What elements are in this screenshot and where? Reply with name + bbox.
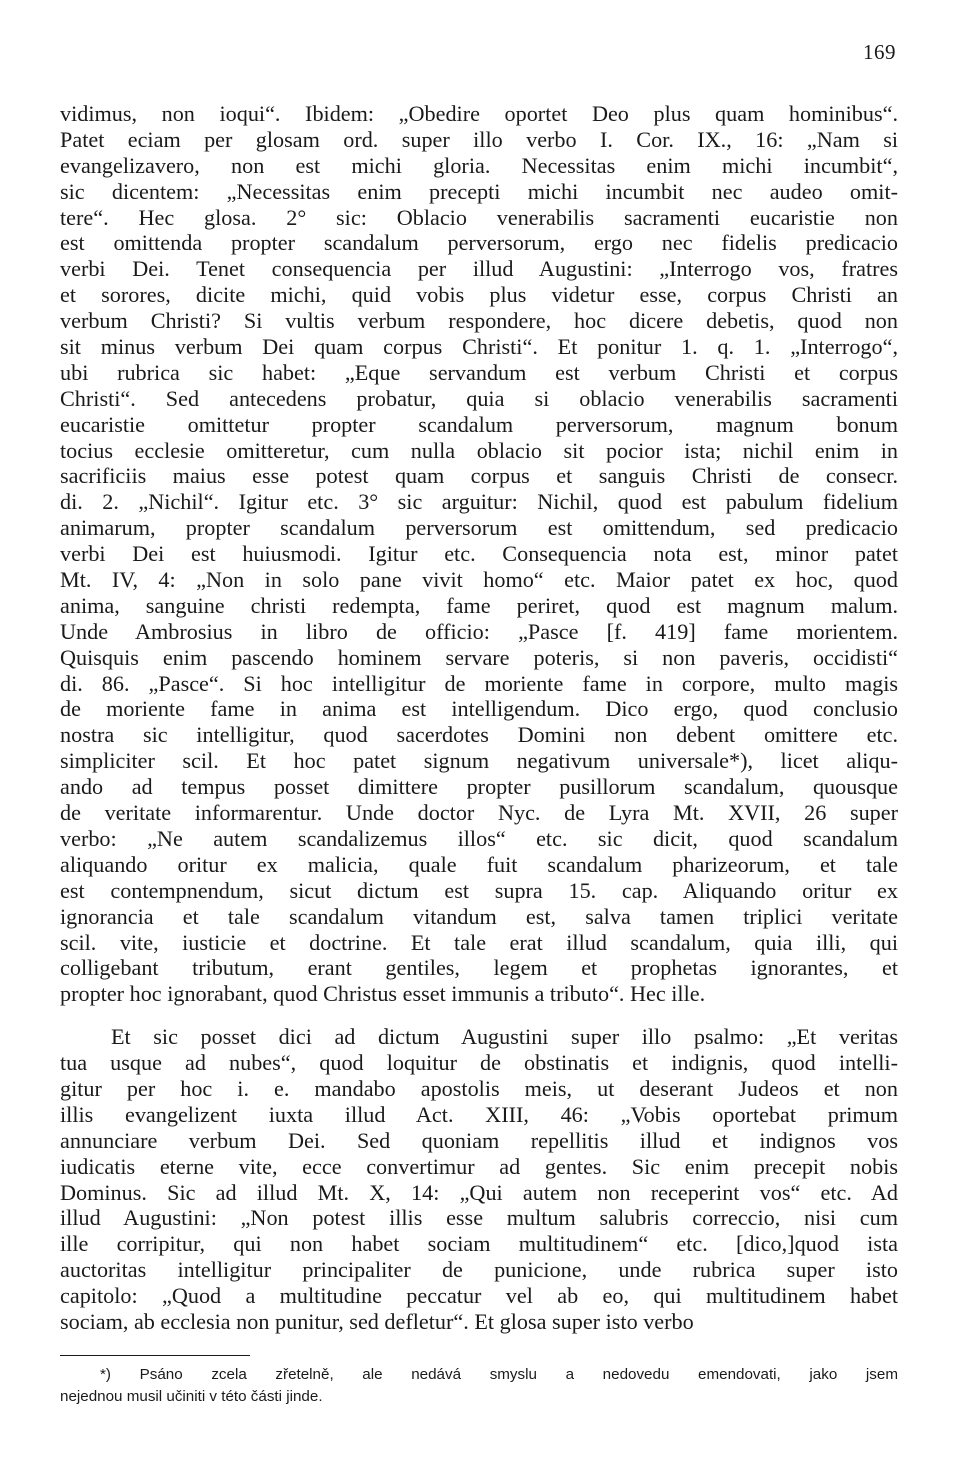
footnote xyxy=(60,1364,898,1408)
text-line: de veritate informarentur. Unde doctor Nyc. de Lyra Mt. XVII, 26 super xyxy=(60,800,898,826)
text-line: di. 86. „Pasce“. Si hoc intelligitur de moriente fame in corpore, multo magis xyxy=(60,670,898,696)
text-line: aliquando oritur ex malicia, quale fuit scandalum pharizeorum, et tale xyxy=(60,851,898,877)
text-line: verbo: „Ne autem scandalizemus illos“ etc. sic dicit, quod scandalum xyxy=(60,825,898,851)
text-line: gitur per hoc i. e. mandabo apostolis meis, ut deserant Judeos et non xyxy=(60,1075,898,1101)
text-line: nostra sic intelligitur, quod sacerdotes Domini non debent omittere etc. xyxy=(60,722,898,748)
text-line: sacrificiis maius esse potest quam corpus et sanguis Christi de consecr. xyxy=(60,463,898,489)
text-line: di. 2. „Nichil“. Igitur etc. 3° sic arguitur: Nichil, quod est pabulum fidelium xyxy=(60,489,898,515)
text-line: ille corripitur, qui non habet sociam multitudinem“ etc. [dico,]quod ista xyxy=(60,1231,898,1257)
text-line: de moriente fame in anima est intelligendum. Dico ergo, quod conclusio xyxy=(60,696,898,722)
text-line: illis evangelizent iuxta illud Act. XIII, 46: „Vobis oportebat primum xyxy=(60,1101,898,1127)
text-line: Mt. IV, 4: „Non in solo pane vivit homo“ etc. Maior patet ex hoc, quod xyxy=(60,567,898,593)
text-line: sociam, ab ecclesia non punitur, sed defletur“. Et glosa super isto verbo xyxy=(60,1308,694,1334)
text-line: tere“. Hec glosa. 2° sic: Oblacio venerabilis sacramenti eucaristie non xyxy=(60,204,898,230)
text-line: verbi Dei. Tenet consequencia per illud Augustini: „Interrogo vos, fratres xyxy=(60,256,898,282)
paragraph xyxy=(60,101,898,1007)
text-line: Patet eciam per glosam ord. super illo verbo I. Cor. IX., 16: „Nam si xyxy=(60,126,898,152)
text-line: Christi“. Sed antecedens probatur, quia si oblacio venerabilis sacramenti xyxy=(60,385,898,411)
text-line: verbi Dei est huiusmodi. Igitur etc. Consequencia nota est, minor patet xyxy=(60,541,898,567)
text-line: Dominus. Sic ad illud Mt. X, 14: „Qui autem non receperint vos“ etc. Ad xyxy=(60,1179,898,1205)
text-line: tocius ecclesie omitteretur, cum nulla oblacio sit pocior ista; nichil enim in xyxy=(60,437,898,463)
text-line: tua usque ad nubes“, quod loquitur de obstinatis et indignis, quod intelli- xyxy=(60,1050,898,1076)
text-line: illud Augustini: „Non potest illis esse multum salubris correccio, nisi cum xyxy=(60,1205,898,1231)
text-line: est omittenda propter scandalum perversorum, ergo nec fidelis predicacio xyxy=(60,230,898,256)
text-line: eucaristie omittetur propter scandalum perversorum, magnum bonum xyxy=(60,411,898,437)
page-number: 169 xyxy=(863,40,896,64)
text-line: ando ad tempus posset dimittere propter pusillorum scandalum, quousque xyxy=(60,774,898,800)
text-line: colligebant tributum, erant gentiles, legem et prophetas ignorantes, et xyxy=(60,955,898,981)
text-line: est contempnendum, sicut dictum est supra 15. cap. Aliquando oritur ex xyxy=(60,877,898,903)
text-line: et sorores, dicite michi, quid vobis plus videtur esse, corpus Christi an xyxy=(60,282,898,308)
text-line: anima, sanguine christi redempta, fame periret, quod est magnum malum. xyxy=(60,592,898,618)
text-line: capitolo: „Quod a multitudine peccatur vel ab eo, qui multitudinem habet xyxy=(60,1283,898,1309)
text-line: sic dicentem: „Necessitas enim precepti michi incumbit nec audeo omit- xyxy=(60,178,898,204)
text-line: simpliciter scil. Et hoc patet signum negativum universale*), licet aliqu- xyxy=(60,748,898,774)
text-line: verbum Christi? Si vultis verbum respondere, hoc dicere debetis, quod non xyxy=(60,308,898,334)
text-line: iudicatis eterne vite, ecce convertimur ad gentes. Sic enim precepit nobis xyxy=(60,1153,898,1179)
text-line: Unde Ambrosius in libro de officio: „Pasce [f. 419] fame morientem. xyxy=(60,618,898,644)
text-line: Et sic posset dici ad dictum Augustini super illo psalmo: „Et veritas xyxy=(111,1024,898,1050)
text-line: ubi rubrica sic habet: „Eque servandum est verbum Christi et corpus xyxy=(60,359,898,385)
text-line: annunciare verbum Dei. Sed quoniam repellitis illud et indignos vos xyxy=(60,1127,898,1153)
footnote-line: nejednou musil učiniti v této části jinde. xyxy=(60,1388,323,1405)
text-line: auctoritas intelligitur principaliter de punicione, unde rubrica super isto xyxy=(60,1257,898,1283)
text-line: Quisquis enim pascendo hominem servare poteris, si non paveris, occidisti“ xyxy=(60,644,898,670)
paragraph-gap xyxy=(60,1007,898,1024)
footnote-divider xyxy=(60,1355,250,1356)
text-line: animarum, propter scandalum perversorum est omittendum, sed predicacio xyxy=(60,515,898,541)
paragraph xyxy=(60,1024,898,1335)
text-line: propter hoc ignorabant, quod Christus esset immunis a tributo“. Hec ille. xyxy=(60,981,706,1007)
text-line: vidimus, non ioqui“. Ibidem: „Obedire oportet Deo plus quam hominibus“. xyxy=(60,101,898,126)
text-line: evangelizavero, non est michi gloria. Necessitas enim michi incumbit“, xyxy=(60,152,898,178)
text-line: scil. vite, iusticie et doctrine. Et tale erat illud scandalum, quia illi, qui xyxy=(60,929,898,955)
footnote-line: *) Psáno zcela zřetelně, ale nedává smyslu a nedovedu emendovati, jako jsem xyxy=(100,1366,898,1383)
text-line: sit minus verbum Dei quam corpus Christi“. Et ponitur 1. q. 1. „Interrogo“, xyxy=(60,334,898,360)
text-line: ignorancia et tale scandalum vitandum est, salva tamen triplici veritate xyxy=(60,903,898,929)
main-text xyxy=(60,101,898,1335)
